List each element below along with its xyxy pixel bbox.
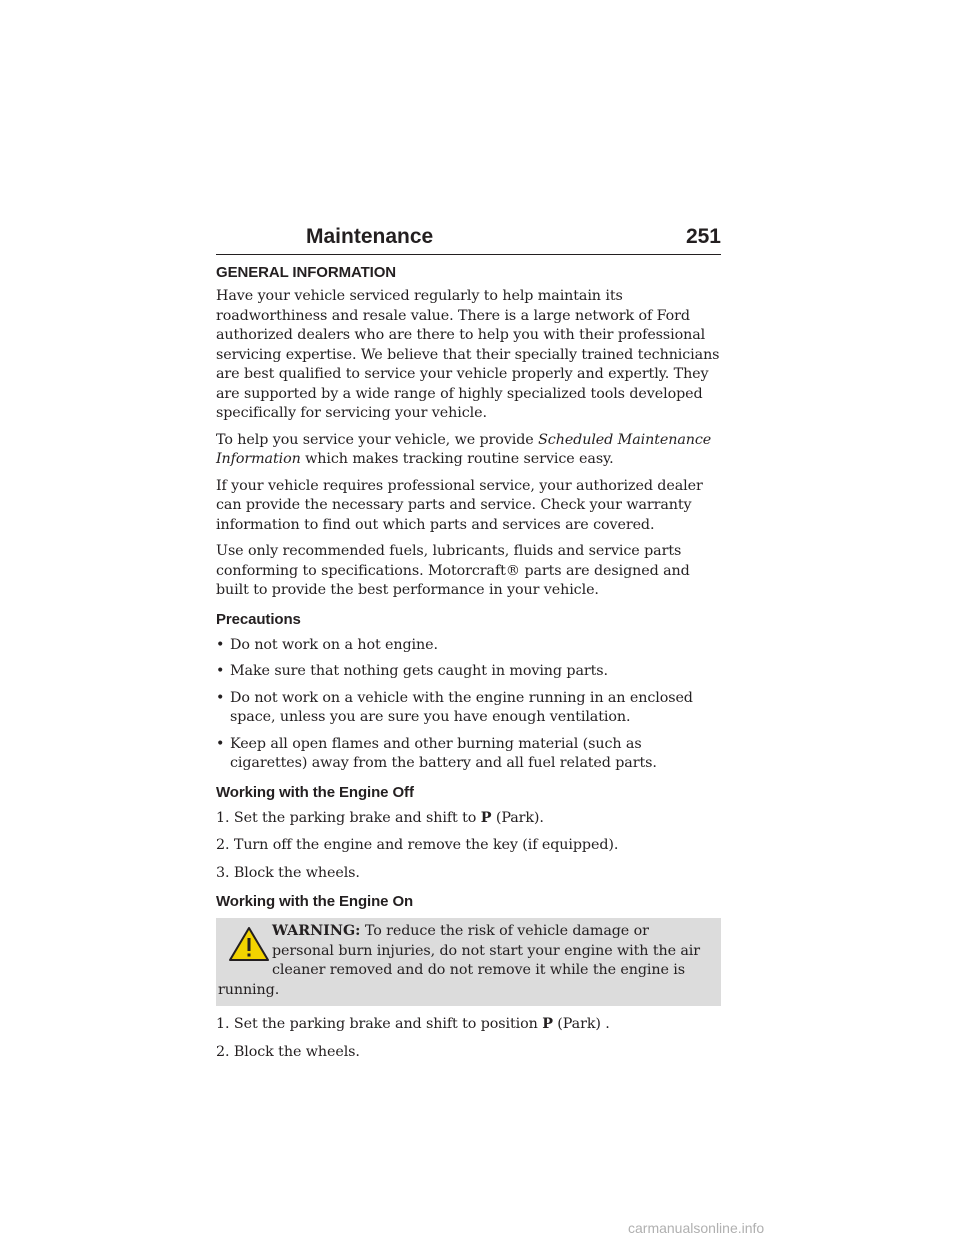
warning-label: WARNING: (272, 923, 361, 939)
warning-text: To reduce the risk of vehicle damage or personal burn injuries, do not start your engine with the air cleaner removed and do not remove it while the engine is running. (218, 923, 701, 998)
list-item (216, 636, 721, 656)
engine-on-step-2: 2. Block the wheels. (216, 1043, 360, 1060)
warning-box (216, 918, 721, 1006)
precautions-list (216, 636, 721, 774)
page-header (216, 225, 721, 255)
manual-page (216, 225, 721, 1070)
engine-off-step-1 (216, 809, 721, 829)
bullet-icon: • (216, 689, 225, 706)
page-number: 251 (685, 225, 721, 248)
maintenance-info-reference: Scheduled Maintenance Information (216, 431, 712, 467)
list-item-text: Keep all open flames and other burning material (such as cigarettes) away from the battery and all fuel related parts. (230, 735, 657, 771)
list-item (216, 662, 721, 682)
list-item (216, 689, 721, 728)
page-content (216, 263, 721, 1062)
exclamation-dot (248, 954, 251, 957)
list-item (216, 735, 721, 774)
engine-off-heading: Working with the Engine Off (216, 783, 414, 801)
engine-off-step-2: 2. Turn off the engine and remove the key (if equipped). (216, 837, 619, 853)
step-text: (Park) . (552, 1016, 610, 1032)
list-item-text: Make sure that nothing gets caught in moving parts. (230, 663, 608, 679)
step-text: 1. Set the parking brake and shift to (216, 809, 481, 826)
list-item-text: Do not work on a vehicle with the engine running in an enclosed space, unless you are sure you have enough ventilation. (230, 689, 693, 725)
section-title: Maintenance (306, 225, 434, 248)
paragraph-text: To help you service your vehicle, we provide (216, 431, 539, 448)
step-text: (Park). (491, 809, 544, 826)
general-paragraph-2 (216, 431, 721, 470)
general-paragraph-4: Use only recommended fuels, lubricants, fluids and service parts conforming to specifications. Motorcraft® parts are designed and built to provide the best performance in your vehicle. (216, 543, 690, 598)
park-gear-label: P (480, 809, 492, 826)
step-text: 1. Set the parking brake and shift to position (216, 1016, 543, 1032)
engine-on-heading: Working with the Engine On (216, 893, 414, 910)
general-paragraph-1: Have your vehicle serviced regularly to help maintain its roadworthiness and resale value. There is a large network of Ford authorized dealers who are there to help you with their professional servicing expertise. We believe that their specially trained technicians are best qualified to service your vehicle properly and expertly. They are supported by a wide range of highly specialized tools developed specifically for servicing your vehicle. (216, 288, 720, 421)
bullet-icon: • (216, 636, 225, 653)
park-gear-label: P (542, 1016, 553, 1032)
engine-off-step-3: 3. Block the wheels. (216, 864, 360, 881)
engine-on-steps (216, 1015, 721, 1062)
list-item-text: Do not work on a hot engine. (230, 636, 438, 653)
engine-off-steps (216, 809, 721, 884)
engine-on-step-1 (216, 1015, 721, 1035)
bullet-icon: • (216, 663, 225, 679)
warning-triangle-icon (228, 926, 270, 962)
exclamation-bar (248, 938, 251, 951)
general-paragraph-3: If your vehicle requires professional service, your authorized dealer can provide the necessary parts and service. Check your warranty information to find out which parts and services are covered. (216, 477, 703, 533)
watermark: carmanualsonline.info (628, 1220, 765, 1236)
precautions-heading: Precautions (216, 610, 301, 628)
bullet-icon: • (216, 735, 225, 752)
paragraph-text: which makes tracking routine service easy. (300, 451, 614, 467)
general-information-heading: GENERAL INFORMATION (216, 264, 397, 281)
